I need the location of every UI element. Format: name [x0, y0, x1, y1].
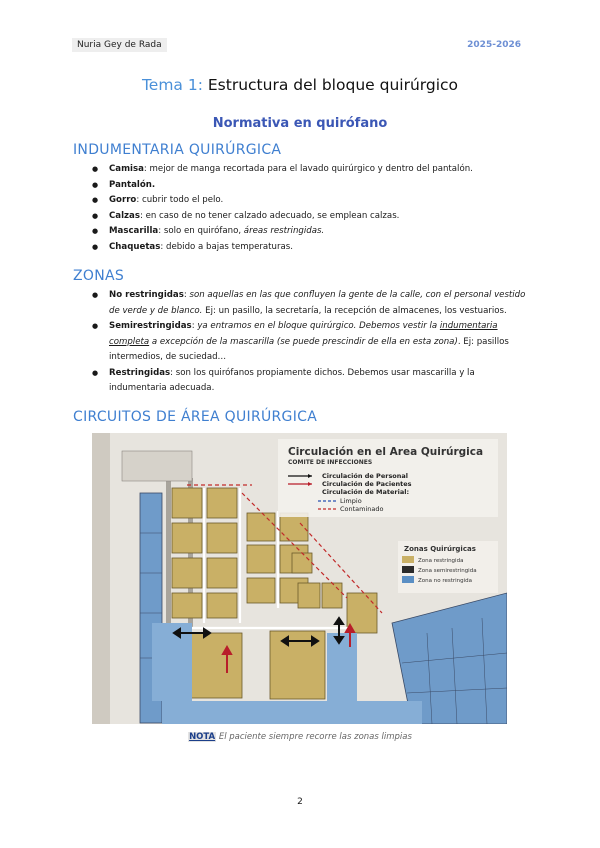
list-item — [92, 366, 532, 397]
diagram-subtitle: COMITE DE INFECCIONES — [288, 459, 373, 466]
item-italic: áreas restringidas. — [243, 226, 325, 236]
floor-plan-svg — [92, 433, 507, 724]
item-text: : — [183, 290, 190, 300]
legend-clean: Limpio — [340, 497, 362, 505]
list-item — [92, 178, 532, 194]
list-item — [92, 162, 532, 178]
item-text: : debido a bajas temperaturas. — [160, 241, 293, 252]
list-item — [92, 224, 532, 240]
item-key: Camisa — [109, 164, 144, 174]
item-key: Gorro — [109, 195, 137, 205]
caption-text: El paciente siempre recorre las zonas limpias — [216, 732, 412, 742]
item-key: Chaquetas — [109, 241, 161, 252]
indumentaria-list — [92, 162, 532, 255]
circulation-diagram — [92, 433, 507, 724]
zone-semi-swatch — [402, 566, 414, 573]
zone-semi-label: Zona semirestringida — [418, 568, 477, 574]
title-text: Estructura del bloque quirúrgico — [207, 76, 459, 94]
item-text: : en caso de no tener calzado adecuado, se emplean calzas. — [139, 210, 400, 221]
header-author: Nuria Gey de Rada — [72, 38, 167, 52]
item-key: Pantalón. — [109, 179, 156, 190]
figure-caption — [0, 732, 600, 742]
item-text: : mejor de manga recortada para el lavado quirúrgico y dentro del pantalón. — [143, 164, 473, 174]
item-key: No restringidas — [109, 290, 184, 300]
list-item — [92, 209, 532, 225]
zone-restricted-label: Zona restringida — [418, 558, 464, 564]
title-prefix: Tema 1: — [141, 76, 203, 94]
item-text: : cubrir todo el pelo. — [136, 195, 224, 205]
zone-unrestricted-label: Zona no restringida — [418, 578, 473, 584]
item-underline: indumentaria completa — [109, 321, 498, 347]
legend-material: Circulación de Material: — [322, 488, 410, 496]
header-year: 2025-2026 — [467, 40, 521, 50]
page-title — [0, 76, 600, 94]
legend-personal: Circulación de Personal — [322, 472, 409, 480]
zonas-list — [92, 288, 532, 397]
item-italic: a excepción de la mascarilla (se puede prescindir de ella en esta zona) — [149, 336, 458, 347]
legend-dirty: Contaminado — [340, 505, 384, 513]
item-italic: ya entramos en el bloque quirúrgico. Debemos vestir la — [197, 321, 440, 331]
item-text: : solo en quirófano, — [158, 226, 244, 236]
page-subtitle: Normativa en quirófano — [212, 116, 388, 131]
list-item — [92, 288, 532, 319]
item-rest: Ej: un pasillo, la secretaría, la recepción de almacenes, los vestuarios. — [202, 305, 507, 316]
item-text: : — [191, 321, 198, 331]
list-item — [92, 319, 532, 366]
item-text: : son los quirófanos propiamente dichos. Debemos usar mascarilla y la indumentaria adecuada. — [109, 367, 475, 393]
caption-label: NOTA — [189, 732, 216, 742]
zone-restricted-swatch — [402, 556, 414, 563]
item-key: Semirestringidas — [109, 321, 192, 331]
item-key: Restringidas — [109, 367, 171, 378]
page-number: 2 — [297, 797, 303, 807]
section-heading-indumentaria: INDUMENTARIA QUIRÚRGICA — [73, 142, 282, 158]
item-italic: son aquellas en las que confluyen la gente de la calle, con el personal vestido de verde y de blanco. — [109, 290, 526, 316]
diagram-title: Circulación en el Area Quirúrgica — [288, 446, 484, 458]
section-heading-zonas: ZONAS — [73, 268, 125, 284]
legend-patients: Circulación de Pacientes — [322, 480, 412, 488]
zones-legend-title: Zonas Quirúrgicas — [404, 545, 476, 553]
list-item — [92, 240, 532, 256]
item-key: Mascarilla — [109, 226, 159, 236]
list-item — [92, 193, 532, 209]
section-heading-circuitos: CIRCUITOS DE ÁREA QUIRÚRGICA — [73, 409, 318, 425]
item-key: Calzas — [109, 210, 140, 221]
item-rest: . Ej: pasillos intermedios, de suciedad… — [109, 336, 509, 362]
zone-unrestricted-swatch — [402, 576, 414, 583]
